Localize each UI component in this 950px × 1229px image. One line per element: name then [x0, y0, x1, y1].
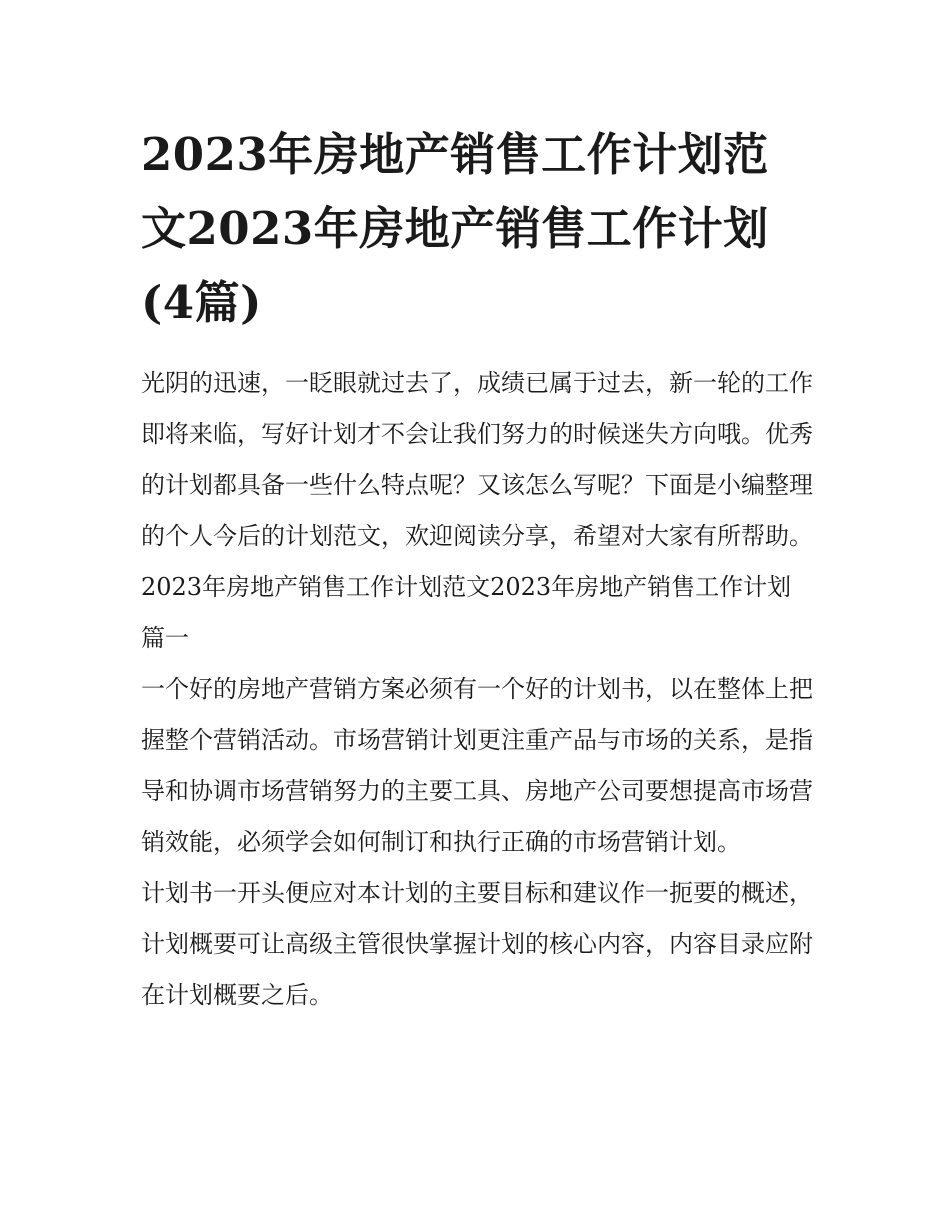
document-body: [141, 118, 813, 1021]
intro-paragraph: 光阴的迅速，一眨眼就过去了，成绩已属于过去，新一轮的工作即将来临，写好计划才不会让我们努力的时候迷失方向哦。优秀的计划都具备一些什么特点呢？又该怎么写呢？下面是小编整理的个人今后的计划范文，欢迎阅读分享，希望对大家有所帮助。: [141, 369, 813, 550]
document-title: 2023年房地产销售工作计划范文2023年房地产销售工作计划(4篇): [141, 128, 769, 329]
body-paragraph: 一个好的房地产营销方案必须有一个好的计划书，以在整体上把握整个营销活动。市场营销计划更注重产品与市场的关系，是指导和协调市场营销努力的主要工具、房地产公司要想提高市场营销效能，必须学会如何制订和执行正确的市场营销计划。: [141, 675, 813, 856]
section-heading-paragraph: 2023年房地产销售工作计划范文2023年房地产销售工作计划篇一: [141, 573, 792, 652]
body-paragraph: 计划书一开头便应对本计划的主要目标和建议作一扼要的概述，计划概要可让高级主管很快掌握计划的核心内容，内容目录应附在计划概要之后。: [141, 879, 813, 1009]
